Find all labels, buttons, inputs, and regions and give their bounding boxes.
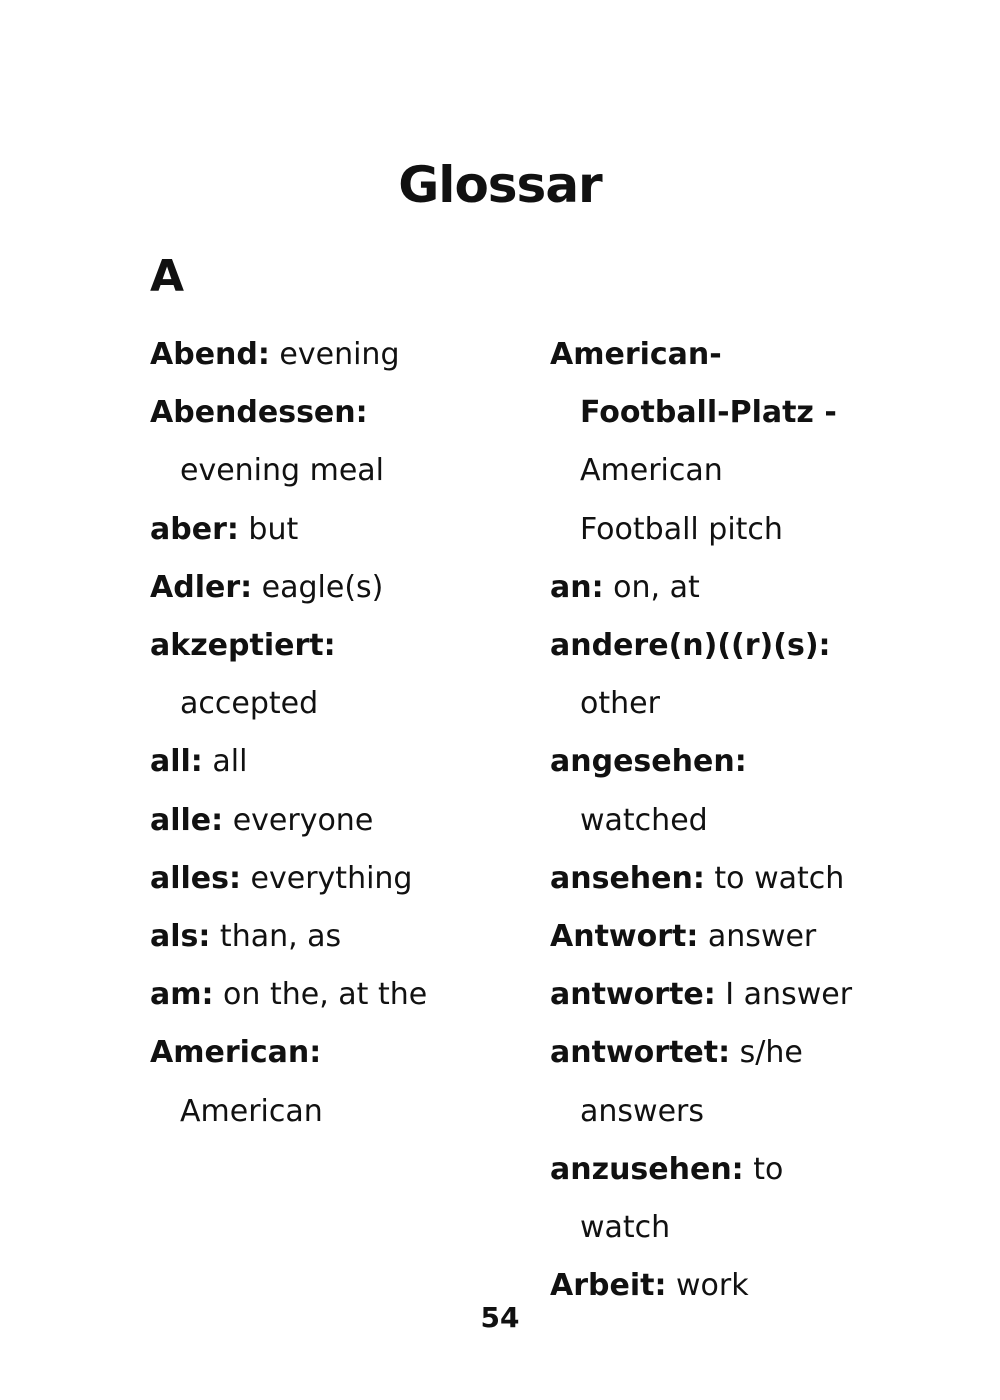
glossary-definition: to watch [704, 860, 845, 896]
glossary-definition: American [180, 1093, 323, 1129]
section-letter: A [150, 251, 185, 302]
glossary-term: Abend: [150, 337, 270, 372]
glossary-definition: on, at [603, 569, 700, 605]
glossary-definition: s/he answers [580, 1035, 803, 1129]
glossary-definition: evening [269, 337, 400, 372]
glossary-definition: work [666, 1268, 749, 1304]
glossary-entry [550, 966, 870, 1024]
glossary-term: anzusehen: [550, 1151, 744, 1187]
glossary-definition: to watch [580, 1151, 784, 1246]
glossary-term: Arbeit: [550, 1268, 667, 1304]
glossary-term: aber: [150, 511, 239, 547]
glossary-definition: evening meal [180, 453, 385, 489]
glossary-entry [150, 908, 490, 966]
glossary-term: all: [150, 744, 203, 780]
glossary-term: alles: [150, 860, 242, 896]
glossary-entry [550, 617, 870, 733]
glossary-term: andere(n)((r)(s): [550, 628, 831, 664]
glossary-definition: than, as [210, 919, 342, 955]
page-title: Glossar [398, 156, 602, 214]
glossary-entry [550, 1024, 870, 1140]
glossary-term: American-Football-Platz - [550, 337, 837, 431]
glossary-column-right [550, 326, 870, 1315]
glossary-definition: on the, at the [213, 977, 428, 1013]
glossary-entry [150, 792, 490, 850]
glossary-entry [150, 617, 490, 733]
glossary-definition: American Football pitch [580, 453, 783, 547]
glossary-term: angesehen: [550, 744, 747, 780]
glossary-entry [550, 908, 870, 966]
glossary-term: antworte: [550, 977, 716, 1013]
glossary-entry [550, 559, 870, 617]
glossary-term: als: [150, 919, 211, 955]
glossary-definition: watched [580, 802, 708, 838]
glossary-definition: accepted [180, 686, 319, 722]
page-number: 54 [480, 1301, 520, 1334]
glossary-definition: I answer [715, 977, 853, 1013]
glossary-entry [550, 850, 870, 908]
glossary-term: am: [150, 977, 214, 1013]
glossary-definition: everything [241, 860, 413, 896]
glossary-term: Adler: [150, 569, 253, 605]
glossary-entry [150, 501, 490, 559]
glossary-entry [150, 559, 490, 617]
glossary-term: ansehen: [550, 860, 705, 896]
glossary-entry [150, 850, 490, 908]
glossary-entry [150, 1024, 490, 1140]
glossary-term: an: [550, 569, 604, 605]
glossary-term: Antwort: [550, 919, 699, 955]
glossary-entry [550, 1141, 870, 1257]
glossary-column-left [150, 326, 490, 1141]
glossary-entry [150, 384, 490, 500]
glossary-definition: but [238, 511, 299, 547]
glossary-definition: all [202, 744, 248, 780]
glossary-entry [150, 966, 490, 1024]
glossary-definition: eagle(s) [252, 569, 384, 605]
glossary-entry [150, 733, 490, 791]
glossary-definition: everyone [223, 802, 374, 838]
glossary-term: Abendessen: [150, 395, 368, 431]
glossary-entry [550, 326, 870, 559]
glossary-term: akzeptiert: [150, 628, 336, 664]
glossary-term: American: [150, 1035, 322, 1071]
glossary-term: alle: [150, 802, 224, 838]
glossary-entry [550, 733, 870, 849]
glossary-definition: other [580, 686, 660, 722]
glossary-definition: answer [698, 919, 817, 955]
glossary-term: antwortet: [550, 1035, 731, 1071]
glossary-entry [150, 326, 490, 384]
